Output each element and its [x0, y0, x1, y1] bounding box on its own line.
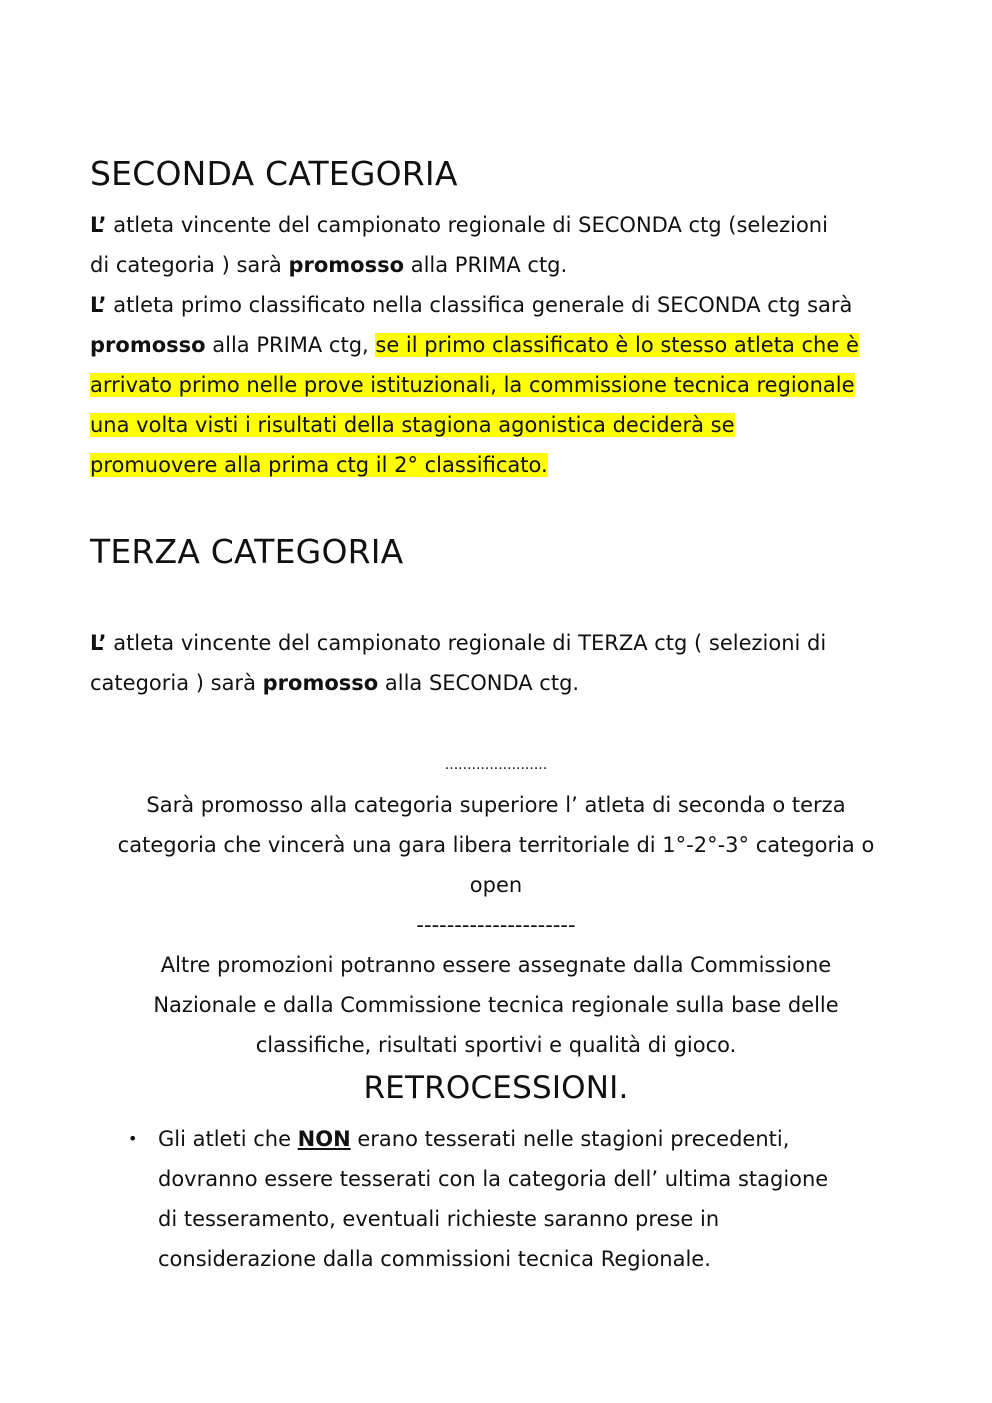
- text-span: atleta vincente del campionato regionale di TERZA ctg ( selezioni di: [106, 631, 827, 655]
- text-bold: promosso: [288, 253, 405, 277]
- text-line: Altre promozioni potranno essere assegnate dalla Commissione: [160, 953, 832, 977]
- text-line: open: [469, 873, 523, 897]
- heading-seconda-categoria: SECONDA CATEGORIA: [90, 154, 458, 193]
- heading-retrocessioni: RETROCESSIONI.: [363, 1070, 629, 1106]
- text-bold: promosso: [262, 671, 379, 695]
- text-line: [90, 205, 910, 245]
- text-line: [158, 1119, 918, 1159]
- centered-notes: [90, 745, 902, 1065]
- text-bold: L’: [90, 213, 107, 237]
- text-span: Gli atleti che: [158, 1127, 298, 1151]
- text-bold: L’: [90, 631, 107, 655]
- highlighted-text: arrivato primo nelle prove istituzionali, la commissione tecnica regionale: [90, 373, 855, 397]
- text-line: [90, 663, 910, 703]
- text-span: atleta primo classificato nella classifica generale di SECONDA ctg sarà: [106, 293, 853, 317]
- highlighted-text: una volta visti i risultati della stagiona agonistica deciderà se: [90, 413, 735, 437]
- bullet-text: [158, 1119, 918, 1279]
- text-line: [90, 445, 910, 485]
- text-bold-underline: NON: [297, 1127, 351, 1151]
- highlighted-text: promuovere alla prima ctg il 2° classificato.: [90, 453, 548, 477]
- text-bold: promosso: [90, 333, 206, 357]
- text-line: [90, 623, 910, 663]
- text-line: [90, 245, 910, 285]
- text-line: classifiche, risultati sportivi e qualità di gioco.: [255, 1033, 737, 1057]
- text-bold: L’: [90, 293, 107, 317]
- text-line: considerazione dalla commissioni tecnica Regionale.: [158, 1247, 711, 1271]
- paragraph-seconda: [90, 205, 910, 485]
- text-span: atleta vincente del campionato regionale di SECONDA ctg (selezioni: [106, 213, 828, 237]
- text-span: di categoria ) sarà: [90, 253, 289, 277]
- text-span: erano tesserati nelle stagioni precedenti,: [350, 1127, 790, 1151]
- text-span: categoria ) sarà: [90, 671, 263, 695]
- text-span: alla PRIMA ctg.: [404, 253, 568, 277]
- text-span: alla PRIMA ctg,: [205, 333, 376, 357]
- text-line: Sarà promosso alla categoria superiore l’ atleta di seconda o terza: [146, 793, 846, 817]
- text-line: Nazionale e dalla Commissione tecnica regionale sulla base delle: [153, 993, 839, 1017]
- text-line: [90, 365, 910, 405]
- dotted-separator: .......................: [444, 757, 548, 773]
- text-line: dovranno essere tesserati con la categoria dell’ ultima stagione: [158, 1167, 829, 1191]
- text-span: alla SECONDA ctg.: [378, 671, 580, 695]
- highlighted-text: se il primo classificato è lo stesso atleta che è: [375, 333, 859, 357]
- dashed-separator: ---------------------: [416, 913, 576, 937]
- text-line: [90, 325, 910, 365]
- bullet-icon: •: [128, 1129, 138, 1148]
- heading-terza-categoria: TERZA CATEGORIA: [90, 532, 404, 571]
- text-line: categoria che vincerà una gara libera territoriale di 1°-2°-3° categoria o: [117, 833, 875, 857]
- text-line: [90, 285, 910, 325]
- paragraph-terza: [90, 623, 910, 703]
- text-line: [90, 405, 910, 445]
- text-line: di tesseramento, eventuali richieste saranno prese in: [158, 1207, 720, 1231]
